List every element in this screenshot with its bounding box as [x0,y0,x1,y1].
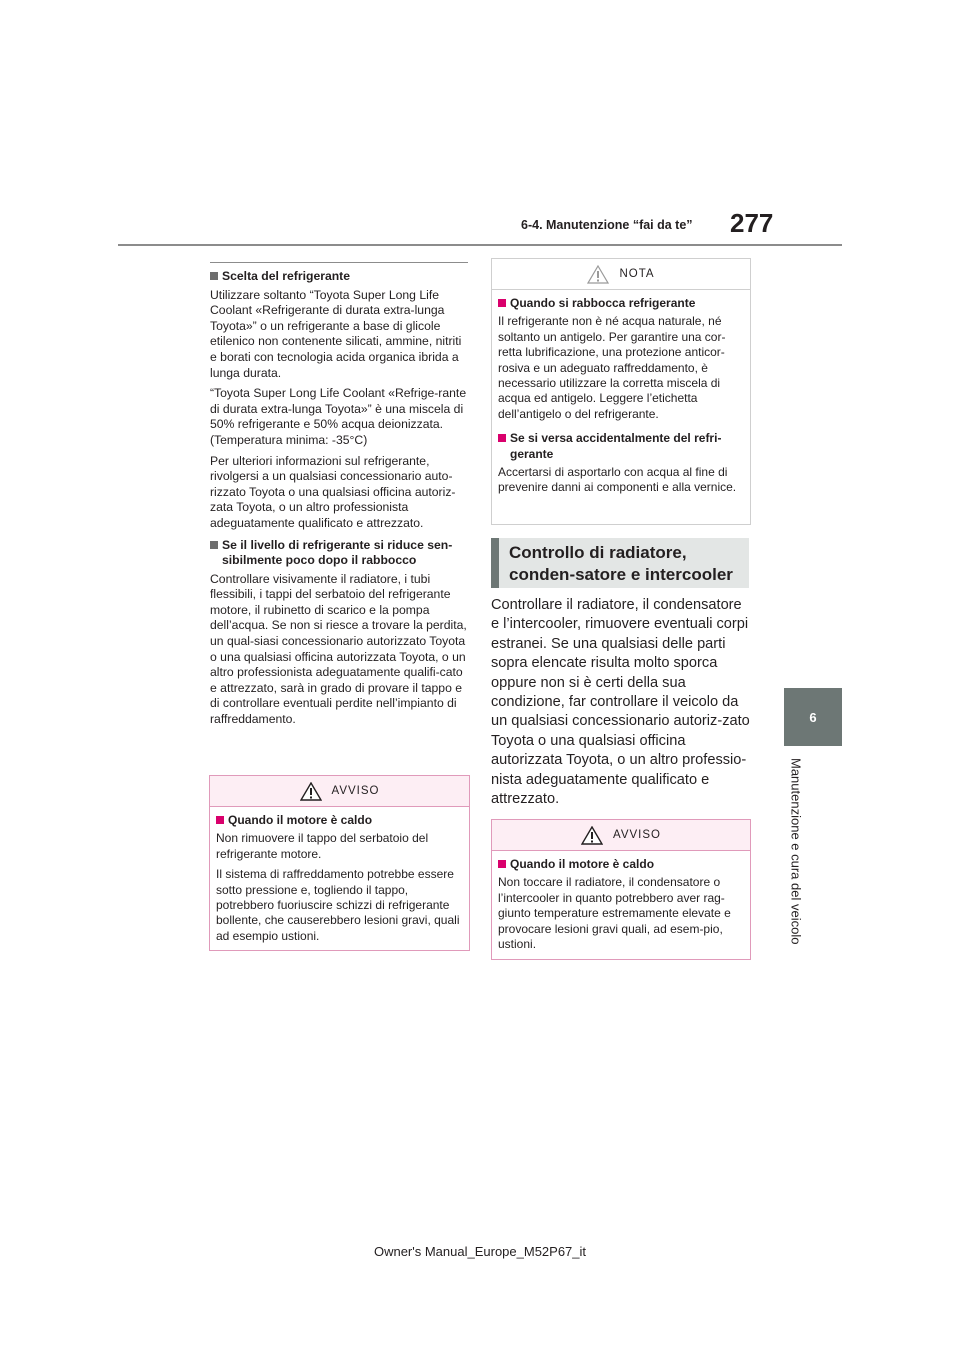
bullet-square-icon [498,860,506,868]
note-subheading-spill: Se si versa accidentalmente del refri-gerante [498,431,744,462]
bullet-square-icon [498,299,506,307]
warning-triangle-icon [581,826,603,845]
warning-box-body [492,851,750,963]
chapter-title: Manutenzione e cura del veicolo [788,758,804,945]
paragraph: Il refrigerante non è né acqua naturale, né soltanto un antigelo. Per garantire una cor-retta lubrificazione, una protezione anticor-rosiva e un adeguato raffreddamento, è necessario utilizzare la corretta miscela di acqua ed antigelo. Leggere l’etichetta dell’antigelo o del refrigerante. [498,314,726,421]
paragraph: Il sistema di raffreddamento potrebbe essere sotto pressione e, togliendo il tappo, potrebbero fuoriuscire schizzi di refrigerante bollente, che causerebbero lesioni gravi, quali ad esempio ustioni. [216,867,460,943]
chapter-tab[interactable] [784,688,842,746]
chapter-number: 6 [809,709,817,725]
bullet-square-icon [498,434,506,442]
section-body [491,596,753,809]
warning-box-body [210,807,469,955]
note-box-body [492,290,750,507]
column-rule [210,262,468,263]
warning-box-title: AVVISO [210,776,469,807]
note-box [491,258,751,525]
warning-box-title: AVVISO [492,820,750,851]
paragraph: Controllare visivamente il radiatore, i tubi flessibili, i tappi del serbatoio del refrigerante motore, il rubinetto di scarico e la pompa dell’acqua. Se non si riesce a trovare la perdita, un qual-siasi concessionario autorizzato Toyota o una qualsiasi officina autorizzata Toyota, o un altro professionista adeguatamente qualifi-cato e attrezzato, sarà in grado di provare il tappo e di controllare eventuali perdite nell’impianto di raffreddamento. [210,571,467,727]
chapter-label [776,758,816,958]
bullet-square-icon [210,541,218,549]
left-column [210,262,468,733]
page-number: 277 [730,208,774,238]
warning-triangle-icon [300,782,322,801]
warning-box-left [209,775,470,951]
paragraph: Per ulteriori informazioni sul refrigerante, rivolgersi a un qualsiasi concessionario auto-rizzato Toyota o una qualsiasi officina autoriz-zata Toyota, o un altro professionista adeguatamente qualificato e attrezzato. [210,453,456,530]
paragraph: “Toyota Super Long Life Coolant «Refrige-rante di durata extra-lunga Toyota»” è una miscela di 50% refrigerante e 50% acqua deionizzata. (Temperatura minima: -35°C) [210,386,467,447]
warning-subheading: Quando il motore è caldo [216,813,463,828]
warning-box-right [491,819,751,960]
header-section-title: 6-4. Manutenzione “fai da te” [521,218,693,232]
paragraph: Accertarsi di asportarlo con acqua al fine di prevenire danni ai componenti e alla vernice. [498,465,737,495]
subheading-coolant-drop: Se il livello di refrigerante si riduce sen-sibilmente poco dopo il rabbocco [210,538,468,569]
section-heading: Controllo di radiatore, conden-satore e intercooler [491,538,749,588]
note-subheading-refill: Quando si rabbocca refrigerante [498,296,744,311]
caution-triangle-icon [587,265,609,284]
subheading-coolant-choice: Scelta del refrigerante [210,269,468,285]
warning-subheading: Quando il motore è caldo [498,857,744,872]
header-rule [118,244,842,246]
bullet-square-icon [210,272,218,280]
paragraph: Non toccare il radiatore, il condensatore o l’intercooler in quanto potrebbero aver rag-giunto temperature estremamente elevate e provocare lesioni gravi quali, ad esem-pio, ustioni. [498,875,731,952]
note-box-title: NOTA [492,259,750,290]
footer-document-id: Owner's Manual_Europe_M52P67_it [373,1244,587,1259]
paragraph: Utilizzare soltanto “Toyota Super Long Life Coolant «Refrigerante di durata extra-lunga Toyota»” o un refrigerante a base di glicole etilenico non contenente silicati, ammine, nitriti e borati con tecnologia acida organica ibrida a lunga durata. [210,287,462,380]
paragraph: Non rimuovere il tappo del serbatoio del refrigerante motore. [216,831,429,861]
bullet-square-icon [216,816,224,824]
paragraph: Controllare il radiatore, il condensatore e l’intercooler, rimuovere eventuali corpi estranei. Se una qualsiasi delle parti sopra elencate risulta molto sporca oppure non si è certi della sua condizione, far controllare il veicolo da un qualsiasi concessionario autoriz-zato Toyota o una qualsiasi officina autorizzata Toyota, o un altro professio-nista adeguatamente qualificato e attrezzato. [491,597,750,808]
